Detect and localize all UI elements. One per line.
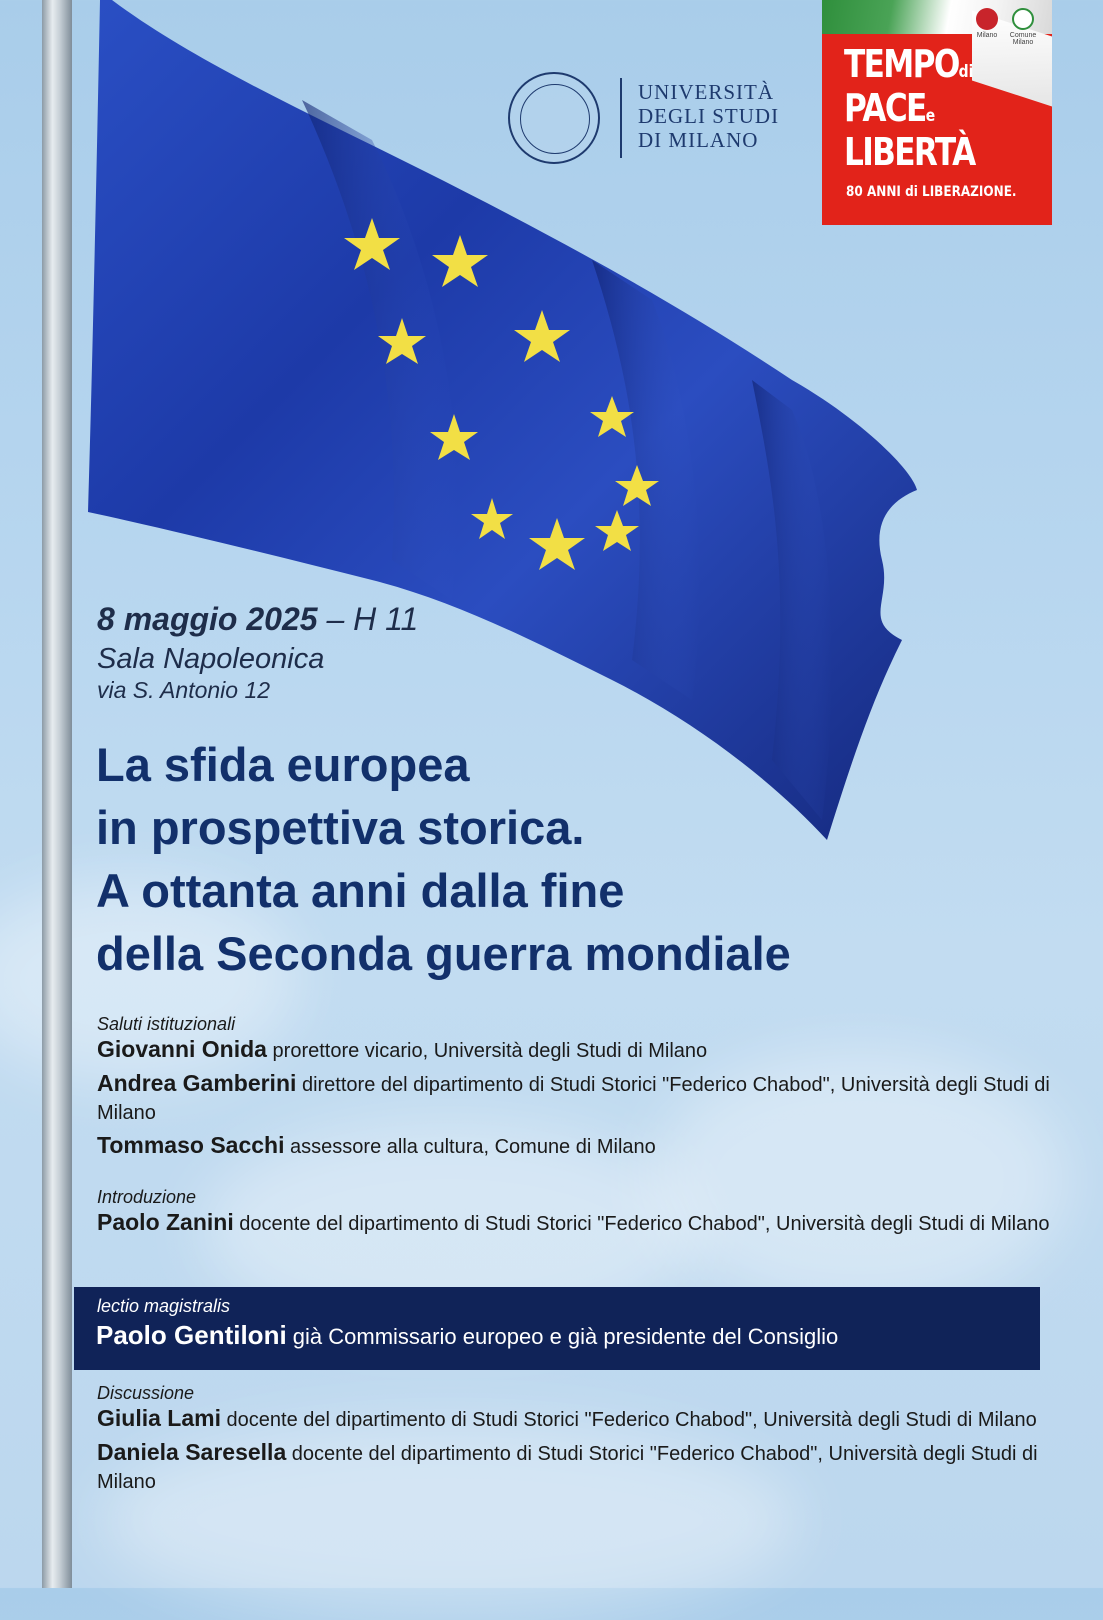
speaker-entry: Paolo Zanini docente del dipartimento di Studi Storici "Federico Chabod", Università degli Studi di Milano	[97, 1209, 1050, 1235]
logo-divider	[620, 78, 622, 158]
speaker-entry: Daniela Saresella docente del dipartimento di Studi Storici "Federico Chabod", Università degli Studi di Milano	[97, 1439, 1038, 1493]
section-label: Introduzione	[97, 1187, 197, 1207]
badge-subtitle: 80 ANNI di LIBERAZIONE.	[846, 184, 1017, 200]
speaker-entry: Giovanni Onida prorettore vicario, Università degli Studi di Milano	[97, 1036, 708, 1062]
section-introduzione	[97, 1186, 1057, 1238]
badge-title: TEMPOdi PACEe LIBERTÀ	[844, 42, 975, 174]
speaker-entry: Giulia Lami docente del dipartimento di Studi Storici "Federico Chabod", Università degli Studi di Milano	[97, 1405, 1037, 1431]
milano-logo: Milano	[972, 8, 1002, 48]
section-saluti	[97, 1013, 1057, 1161]
section-label: Saluti istituzionali	[97, 1014, 236, 1034]
eu-flag-image	[72, 0, 932, 850]
section-label: lectio magistralis	[97, 1296, 231, 1316]
university-logo	[508, 72, 798, 164]
comune-milano-logo: Comune Milano	[1008, 8, 1038, 48]
speaker-entry: Andrea Gamberini direttore del dipartimento di Studi Storici "Federico Chabod", Università degli Studi di Milano	[97, 1070, 1050, 1124]
university-name: UNIVERSITÀ DEGLI STUDI DI MILANO	[638, 80, 780, 152]
event-address: via S. Antonio 12	[97, 677, 271, 703]
event-info	[97, 600, 418, 704]
section-lectio	[74, 1287, 1040, 1370]
event-title: La sfida europea in prospettiva storica. A ottanta anni dalla fine della Seconda guerra mondiale	[96, 738, 791, 980]
tempo-di-pace-badge	[822, 0, 1052, 225]
event-venue: Sala Napoleonica	[97, 643, 325, 675]
speaker-entry: Paolo Gentiloni già Commissario europeo e già presidente del Consiglio	[96, 1320, 839, 1350]
event-date: 8 maggio 2025 – H 11	[97, 601, 419, 637]
section-label: Discussione	[97, 1383, 195, 1403]
flag-pole	[42, 0, 72, 1588]
section-discussione	[97, 1382, 1057, 1496]
speaker-entry: Tommaso Sacchi assessore alla cultura, Comune di Milano	[97, 1132, 656, 1158]
university-seal-icon	[508, 72, 600, 164]
